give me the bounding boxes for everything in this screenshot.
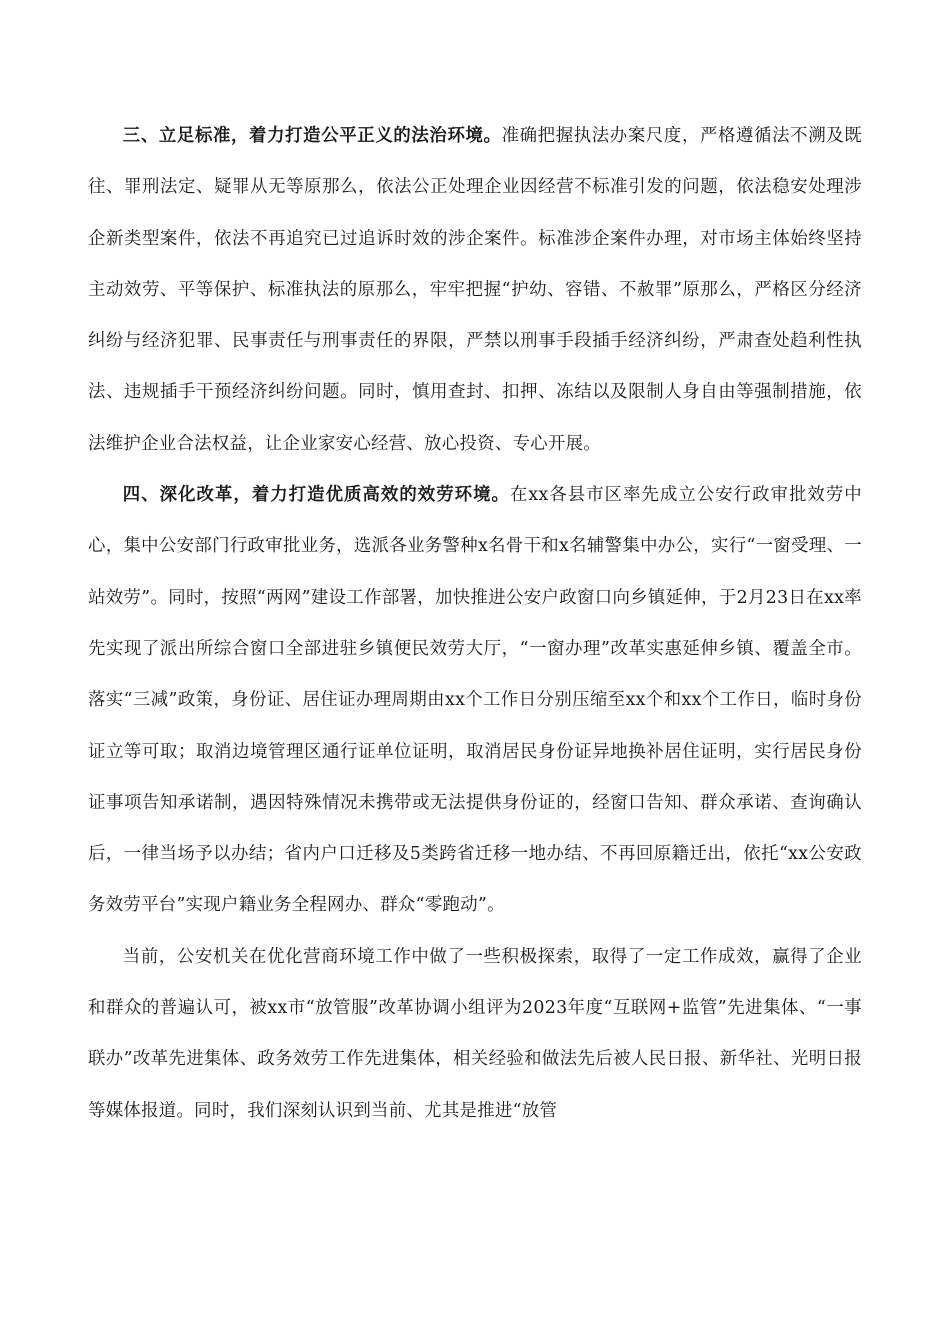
current-status-body: 当前，公安机关在优化营商环境工作中做了一些积极探索，取得了一定工作成效，赢得了企业和群众的普遍认可，被xx市“放管服”改革协调小组评为2023年度“互联网+监管”先进集体、“一事联办”改革先进集体、政务效劳工作先进集体，相关经验和做法先后被人民日报、新华社、光明日报等媒体报道。同时，我们深刻认识到当前、尤其是推进“放管 bbox=[88, 946, 862, 1121]
section-four-body: 在xx各县市区率先成立公安行政审批效劳中心，集中公安部门行政审批业务，选派各业务警种x名骨干和x名辅警集中办公，实行“一窗受理、一站效劳”。同时，按照“两网”建设工作部署，加快推进公安户政窗口向乡镇延伸，于2月23日在xx率先实现了派出所综合窗口全部进驻乡镇便民效劳大厅，“一窗办理”改革实惠延伸乡镇、覆盖全市。落实“三减”政策，身份证、居住证办理周期由xx个工作日分别压缩至xx个和xx个工作日，临时身份证立等可取；取消边境管理区通行证单位证明，取消居民身份证异地换补居住证明，实行居民身份证事项告知承诺制，遇因特殊情况未携带或无法提供身份证的，经窗口告知、群众承诺、查询确认后，一律当场予以办结；省内户口迁移及5类跨省迁移一地办结、不再回原籍迁出，依托“xx公安政务效劳平台”实现户籍业务全程网办、群众“零跑动”。 bbox=[88, 485, 862, 916]
document-page bbox=[88, 111, 862, 1137]
paragraph-current-status bbox=[88, 932, 862, 1137]
paragraph-section-three bbox=[88, 111, 862, 470]
section-three-heading: 三、立足标准，着力打造公平正义的法治环境。 bbox=[122, 126, 502, 146]
section-four-heading: 四、深化改革，着力打造优质高效的效劳环境。 bbox=[122, 485, 510, 506]
section-three-body: 准确把握执法办案尺度，严格遵循法不溯及既往、罪刑法定、疑罪从无等原那么，依法公正处理企业因经营不标准引发的问题，依法稳安处理涉企新类型案件，依法不再追究已过追诉时效的涉企案件。标准涉企案件办理，对市场主体始终坚持主动效劳、平等保护、标准执法的原那么，牢牢把握“护幼、容错、不赦罪”原那么，严格区分经济纠纷与经济犯罪、民事责任与刑事责任的界限，严禁以刑事手段插手经济纠纷，严肃查处趋利性执法、违规插手干预经济纠纷问题。同时，慎用查封、扣押、冻结以及限制人身自由等强制措施，依法维护企业合法权益，让企业家安心经营、放心投资、专心开展。 bbox=[88, 126, 862, 454]
paragraph-section-four bbox=[88, 470, 862, 932]
